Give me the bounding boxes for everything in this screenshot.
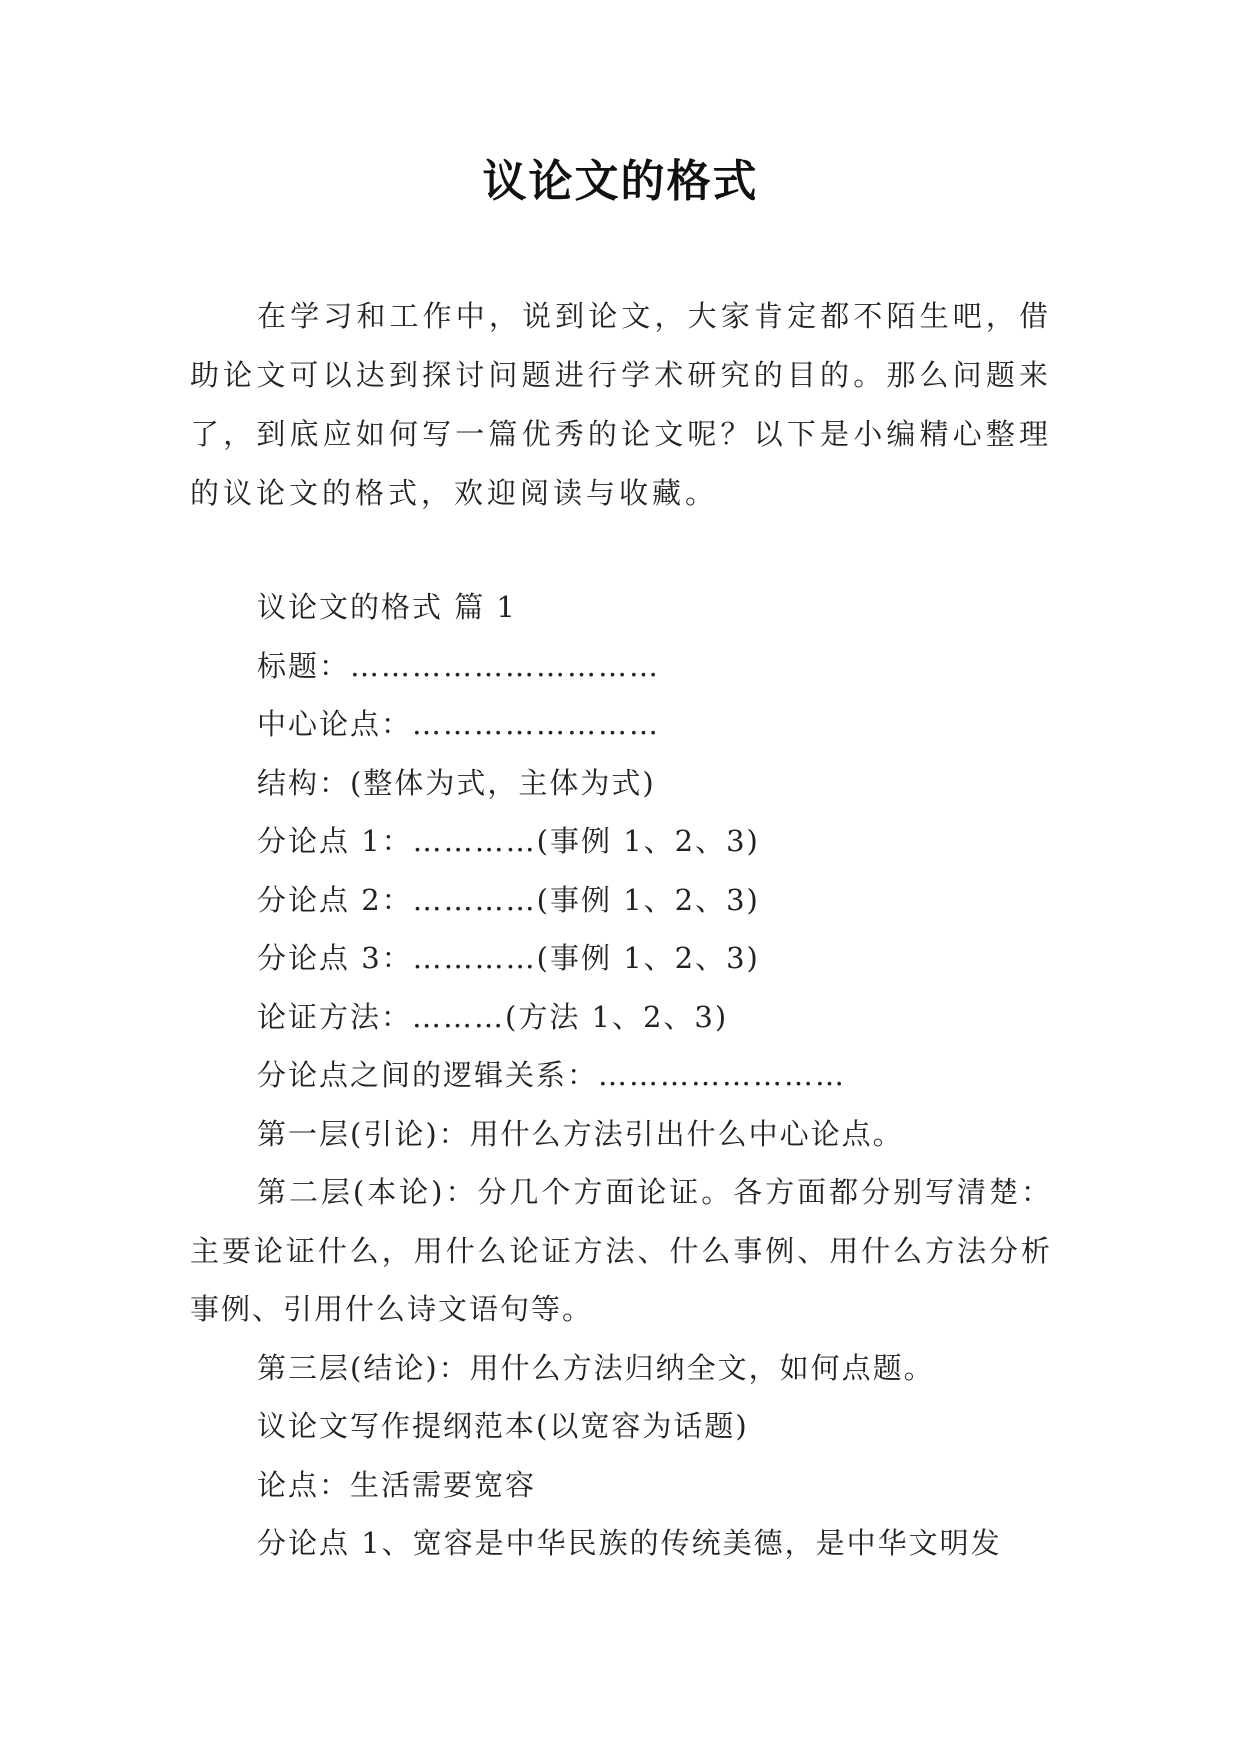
document-body <box>190 578 1052 1573</box>
outline-sub-point-1: 分论点 1：…………(事例 1、2、3) <box>257 824 760 858</box>
outline-sub-point-2: 分论点 2：…………(事例 1、2、3) <box>257 882 760 917</box>
layer-3: 第三层(结论)：用什么方法归纳全文，如何点题。 <box>257 1350 935 1385</box>
outline-structure: 结构：(整体为式，主体为式) <box>257 765 656 800</box>
intro-paragraph: 在学习和工作中，说到论文，大家肯定都不陌生吧，借助论文可以达到探讨问题进行学术研究的目的。那么问题来了，到底应如何写一篇优秀的论文呢？以下是小编精心整理的议论文的格式，欢迎阅读与收藏。 <box>190 299 1052 510</box>
outline-logic: 分论点之间的逻辑关系：…………………… <box>257 1058 847 1092</box>
sample-heading: 议论文写作提纲范本(以宽容为话题) <box>257 1409 749 1443</box>
outline-sub-point-3: 分论点 3：…………(事例 1、2、3) <box>257 941 760 975</box>
document-title: 议论文的格式 <box>482 156 759 207</box>
sample-sub-point-1: 分论点 1、宽容是中华民族的传统美德，是中华文明发 <box>257 1526 1002 1560</box>
section-heading: 议论文的格式 篇 1 <box>257 590 517 624</box>
layer-1: 第一层(引论)：用什么方法引出什么中心论点。 <box>257 1116 904 1151</box>
outline-central-point: 中心论点：…………………… <box>257 707 661 741</box>
sample-point: 论点：生活需要宽容 <box>257 1467 537 1502</box>
layer-2: 第二层(本论)：分几个方面论证。各方面都分别写清楚：主要论证什么，用什么论证方法、什么事例、用什么方法分析事例、引用什么诗文语句等。 <box>190 1175 1052 1326</box>
outline-title-line: 标题：………………………… <box>257 648 661 683</box>
outline-method: 论证方法：………(方法 1、2、3) <box>257 999 729 1034</box>
